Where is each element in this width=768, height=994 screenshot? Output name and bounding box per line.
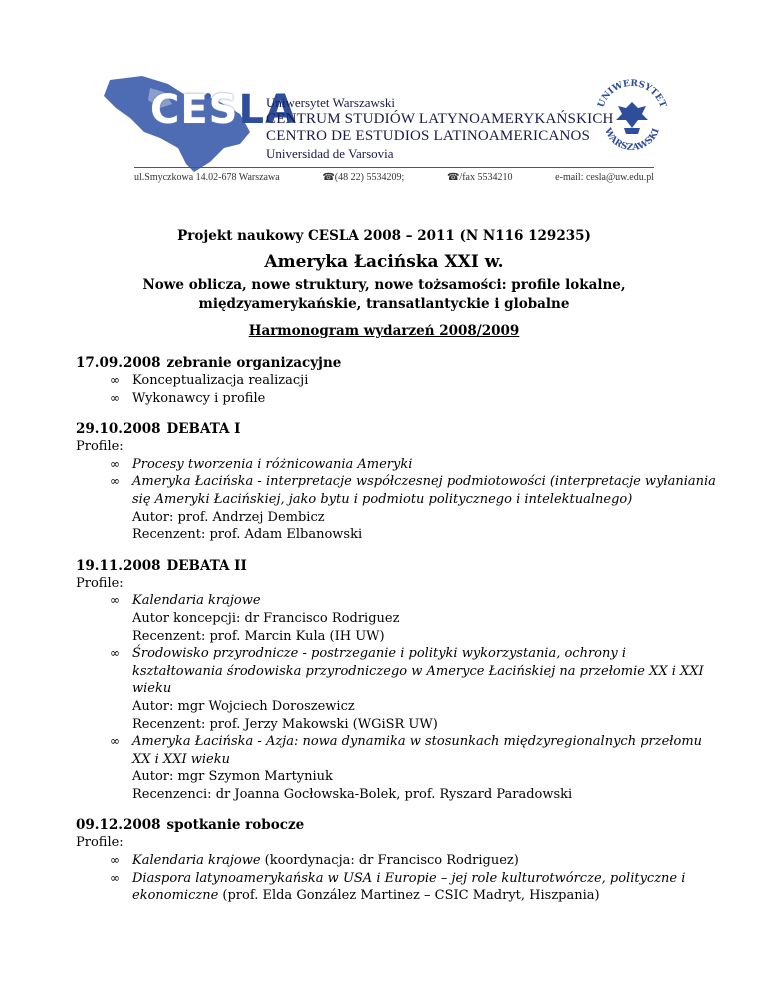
list-item: ∞ Diaspora latynoamerykańska w USA i Europie – jej role kulturotwórcze, polityczne i ekonomiczne (prof. Elda González Martinez – CSIC Madryt, Hiszpania) xyxy=(110,870,686,904)
profile-label: Profile: xyxy=(76,575,124,591)
infinity-bullet-icon: ∞ xyxy=(110,456,120,471)
event-heading xyxy=(76,816,716,834)
event-heading xyxy=(76,557,716,575)
infinity-bullet-icon: ∞ xyxy=(110,474,120,489)
event-date: 19.11.2008 xyxy=(76,557,161,574)
event-name: DEBATA I xyxy=(166,421,241,438)
list-item: ∞ Kalendaria krajowe (koordynacja: dr Francisco Rodriguez) xyxy=(110,853,519,869)
project-line: Projekt naukowy CESLA 2008 – 2011 (N N116 129235) xyxy=(177,228,591,244)
contact-address: ul.Smyczkowa 14.02-678 Warszawa xyxy=(134,172,280,183)
infinity-bullet-icon: ∞ xyxy=(110,853,120,868)
event-item-list xyxy=(76,372,716,407)
institution-line: Universidad de Varsovia xyxy=(266,146,394,161)
institution-line: Uniwersytet Warszawski xyxy=(266,95,396,110)
reviewer-line: Recenzenci: dr Joanna Gocłowska-Bolek, prof. Ryszard Paradowski xyxy=(132,786,573,802)
event-item-list xyxy=(76,456,716,544)
author-line: Autor: mgr Szymon Martyniuk xyxy=(132,769,333,785)
subtitle-line: międzyamerykańskie, transatlantyckie i globalne xyxy=(198,296,570,312)
infinity-bullet-icon: ∞ xyxy=(110,734,120,749)
event-date: 09.12.2008 xyxy=(76,817,161,834)
event-date: 17.09.2008 xyxy=(76,355,161,371)
university-seal-logo xyxy=(592,76,672,156)
institution-line: CENTRO DE ESTUDIOS LATINOAMERICANOS xyxy=(266,128,591,144)
infinity-bullet-icon: ∞ xyxy=(110,870,120,885)
event-section xyxy=(76,816,716,904)
letterhead-rule xyxy=(134,167,654,168)
subtitle-line: Nowe oblicza, nowe struktury, nowe tożsamości: profile lokalne, xyxy=(142,277,626,293)
list-item: ∞ Kalendaria krajowe Autor koncepcji: dr Francisco Rodriguez Recenzent: prof. Marcin Kula (IH UW) xyxy=(132,592,716,645)
reviewer-line: Recenzent: prof. Marcin Kula (IH UW) xyxy=(132,628,385,644)
author-line: Autor: mgr Wojciech Doroszewicz xyxy=(132,698,355,714)
profile-label: Profile: xyxy=(76,439,124,455)
contact-fax: ☎/fax 5534210 xyxy=(446,172,513,183)
institution-line: CENTRUM STUDIÓW LATYNOAMERYKAŃSKICH xyxy=(266,111,614,127)
list-item: ∞ Ameryka Łacińska - Azja: nowa dynamika w stosunkach międzyregionalnych przełomu XX i XXI wieku Autor: mgr Szymon Martyniuk Recenzenci: dr Joanna Gocłowska-Bolek, prof. Ryszard Paradowski xyxy=(132,733,716,803)
reviewer-line: Recenzent: prof. Jerzy Makowski (WGiSR UW) xyxy=(132,716,438,732)
contact-email: e-mail: cesla@uw.edu.pl xyxy=(555,172,654,183)
event-section xyxy=(76,354,716,407)
list-item: ∞ Konceptualizacja realizacji xyxy=(110,373,309,388)
schedule-heading: Harmonogram wydarzeń 2008/2009 xyxy=(248,323,520,339)
infinity-bullet-icon: ∞ xyxy=(110,390,120,405)
institution-name-block xyxy=(266,94,614,162)
letterhead xyxy=(90,74,668,184)
list-item: ∞ Ameryka Łacińska - interpretacje współczesnej podmiotowości (interpretacje wyłaniania się Ameryki Łacińskiej, jako bytu i podmiotu politycznego i intelektualnego) Autor: prof. Andrzej Dembicz Recenzent: prof. Adam Elbanowski xyxy=(110,474,716,543)
event-name: DEBATA II xyxy=(166,557,247,574)
event-name: zebranie organizacyjne xyxy=(166,355,342,371)
document-title: Ameryka Łacińska XXI w. xyxy=(264,252,504,272)
infinity-bullet-icon: ∞ xyxy=(110,593,120,608)
event-item-list xyxy=(76,852,716,905)
contact-phone: ☎(48 22) 5534209; xyxy=(322,172,405,183)
author-line: Autor koncepcji: dr Francisco Rodriguez xyxy=(132,610,400,626)
reviewer-line: Recenzent: prof. Adam Elbanowski xyxy=(132,527,363,543)
author-line: Autor: prof. Andrzej Dembicz xyxy=(132,509,325,525)
schedule-content xyxy=(76,354,716,918)
event-heading xyxy=(76,420,716,438)
event-heading xyxy=(76,354,716,372)
profile-label: Profile: xyxy=(76,835,124,851)
infinity-bullet-icon: ∞ xyxy=(110,373,120,387)
event-item-list xyxy=(76,592,716,803)
list-item: ∞ Procesy tworzenia i różnicowania Ameryki xyxy=(110,456,413,472)
svg-text:WARSZAWSKI: WARSZAWSKI xyxy=(601,126,662,154)
infinity-bullet-icon: ∞ xyxy=(110,646,120,661)
svg-text:UNIWERSYTET: UNIWERSYTET xyxy=(596,78,668,110)
event-date: 29.10.2008 xyxy=(76,421,161,438)
contact-row xyxy=(134,172,654,183)
list-item: ∞ Wykonawcy i profile xyxy=(110,390,266,406)
event-section xyxy=(76,557,716,804)
list-item: ∞ Środowisko przyrodnicze - postrzeganie i polityki wykorzystania, ochrony i kształtowania środowiska przyrodniczego w Ameryce Łacińskiej na przełomie XX i XXI wieku Autor: mgr Wojciech Doroszewicz Recenzent: prof. Jerzy Makowski (WGiSR UW) xyxy=(132,645,716,733)
document-subtitle xyxy=(0,276,768,314)
event-section xyxy=(76,420,716,544)
event-name: spotkanie robocze xyxy=(166,817,305,834)
cesla-logo-text: CESLA xyxy=(150,87,297,133)
